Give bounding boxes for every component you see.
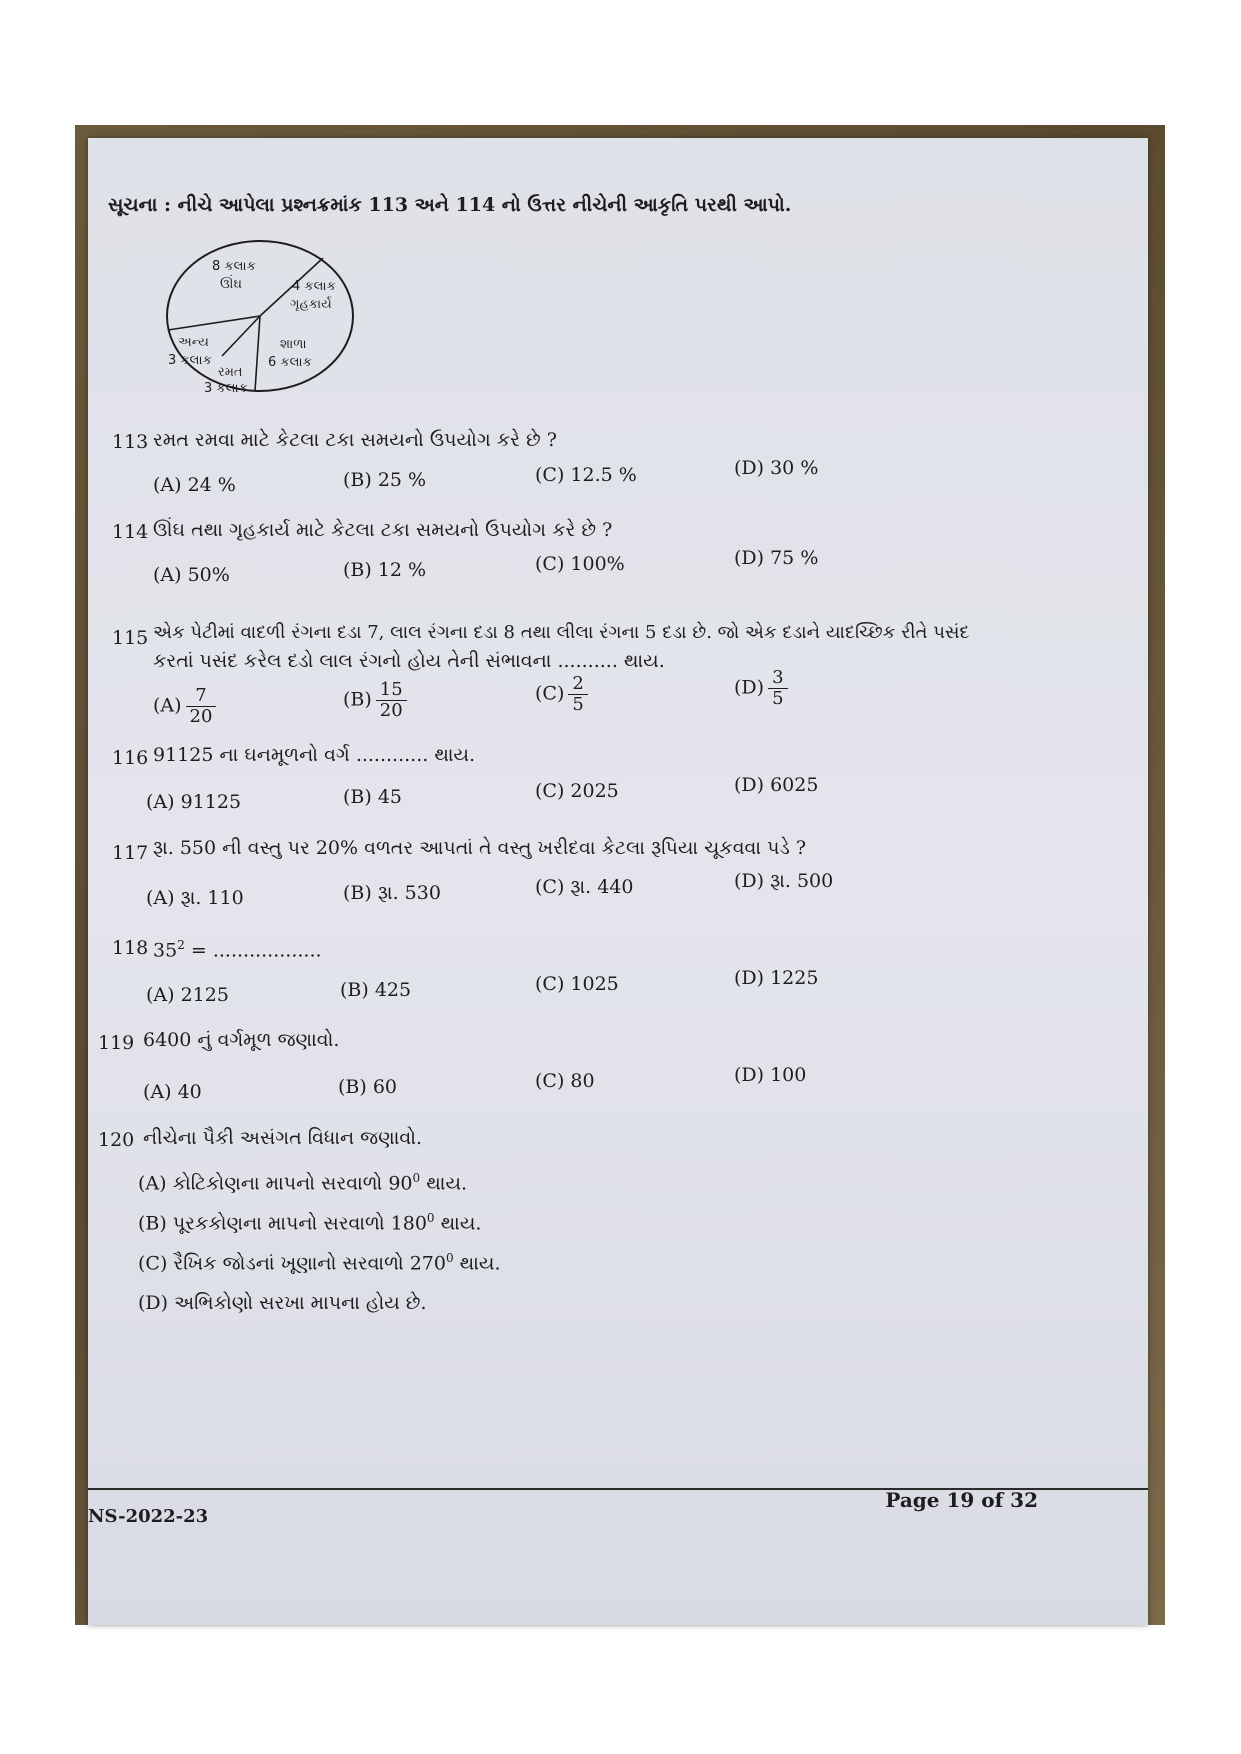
option-b: (B) 45 xyxy=(343,786,403,808)
option-a: (A) 91125 xyxy=(146,791,242,813)
option-b: (B) 425 xyxy=(340,979,412,1001)
expression-base: 35 xyxy=(153,939,178,962)
fraction xyxy=(568,674,587,715)
denominator: 5 xyxy=(768,688,787,709)
option-c: (C) 2025 xyxy=(535,780,619,802)
statement-a xyxy=(138,1166,467,1195)
option-d: (D) 1225 xyxy=(734,967,819,989)
question-text xyxy=(153,933,322,962)
option-d xyxy=(734,668,788,709)
denominator: 20 xyxy=(186,706,217,727)
slice-school-hours: 6 કલાક xyxy=(268,355,312,370)
option-a: (A) 24 % xyxy=(153,474,236,496)
question-number: 114 xyxy=(112,521,149,543)
slice-school-label: શાળા xyxy=(280,337,307,352)
question-text: એક પેટીમાં વાદળી રંગના દડા 7, લાલ રંગના દડા 8 તથા લીલા રંગના 5 દડા છે. જો એક દડાને યાદચ્છિક રીતે પસંદ xyxy=(153,622,970,643)
question-number: 119 xyxy=(98,1032,135,1054)
option-c: (C) 100% xyxy=(535,553,625,575)
statement-text: (A) કોટિકોણના માપનો સરવાળો 90 xyxy=(138,1172,413,1195)
page-number: Page 19 of 32 xyxy=(885,1488,1038,1512)
question-text-line2: કરતાં પસંદ કરેલ દડો લાલ રંગનો હોય તેની સંભાવના .......... થાય. xyxy=(153,650,665,672)
expression-rest: = .................. xyxy=(184,939,322,962)
question-text: ઊંઘ તથા ગૃહકાર્ય માટે કેટલા ટકા સમયનો ઉપયોગ કરે છે ? xyxy=(153,519,613,541)
statement-text-end: થાય. xyxy=(434,1212,482,1235)
statement-b xyxy=(138,1206,481,1235)
question-number: 113 xyxy=(112,431,149,453)
expression-exponent: 2 xyxy=(177,938,185,952)
slice-other-label: અન્ય xyxy=(178,335,209,350)
option-b xyxy=(343,680,407,721)
question-number: 116 xyxy=(112,747,149,769)
slice-sleep-hours: 8 કલાક xyxy=(212,259,256,274)
numerator: 2 xyxy=(572,673,584,694)
numerator: 7 xyxy=(195,685,207,706)
pie-divider-2 xyxy=(168,316,260,330)
statement-text: (C) રૈખિક જોડનાં ખૂણાનો સરવાળો 270 xyxy=(138,1252,446,1275)
statement-text-end: થાય. xyxy=(420,1172,468,1195)
slice-homework-hours: 4 કલાક xyxy=(292,279,336,294)
option-c: (C) 1025 xyxy=(535,973,619,995)
statement-text: (B) પૂરકકોણના માપનો સરવાળો 180 xyxy=(138,1212,427,1235)
fraction xyxy=(768,668,787,709)
degree-symbol: 0 xyxy=(426,1211,435,1225)
option-c: (C) 80 xyxy=(535,1070,595,1092)
question-text: 91125 ના ઘનમૂળનો વર્ગ ............ થાય. xyxy=(153,744,476,766)
option-c xyxy=(535,674,588,715)
pie-divider-4 xyxy=(222,316,260,356)
denominator: 5 xyxy=(568,694,587,715)
slice-play-label: રમત xyxy=(218,365,243,380)
option-b: (B) 60 xyxy=(338,1076,398,1098)
option-b: (B) રૂા. 530 xyxy=(343,882,441,904)
option-b: (B) 25 % xyxy=(343,469,427,491)
option-a: (A) 50% xyxy=(153,564,230,586)
option-d: (D) 6025 xyxy=(734,774,819,796)
question-text: રૂા. 550 ની વસ્તુ પર 20% વળતર આપતાં તે વસ્તુ ખરીદવા કેટલા રૂપિયા ચૂકવવા પડે ? xyxy=(153,837,807,859)
instruction-text: સૂચના : નીચે આપેલા પ્રશ્નક્રમાંક 113 અને 114 નો ઉત્તર નીચેની આકૃતિ પરથી આપો. xyxy=(108,194,792,216)
statement-d: (D) અભિકોણો સરખા માપના હોય છે. xyxy=(138,1292,427,1314)
pie-divider-3 xyxy=(255,316,260,391)
numerator: 3 xyxy=(772,667,784,688)
exam-code: NS-2022-23 xyxy=(88,1506,209,1527)
pie-chart xyxy=(160,236,360,396)
question-number: 115 xyxy=(112,627,149,649)
statement-text-end: થાય. xyxy=(453,1252,501,1275)
option-a: (A) 2125 xyxy=(146,984,229,1006)
question-text: નીચેના પૈકી અસંગત વિધાન જણાવો. xyxy=(143,1127,423,1149)
numerator: 15 xyxy=(379,679,403,700)
option-d: (D) 100 xyxy=(734,1064,807,1086)
fraction xyxy=(376,680,407,721)
question-number: 118 xyxy=(112,937,149,959)
option-c: (C) રૂા. 440 xyxy=(535,876,634,898)
slice-homework-label: ગૃહકાર્ય xyxy=(290,297,332,312)
question-number: 117 xyxy=(112,842,149,864)
option-label: (A) xyxy=(153,694,182,717)
denominator: 20 xyxy=(376,700,407,721)
fraction xyxy=(186,686,217,727)
option-d: (D) 75 % xyxy=(734,547,819,569)
degree-symbol: 0 xyxy=(445,1251,454,1265)
question-text: 6400 નું વર્ગમૂળ જણાવો. xyxy=(143,1029,340,1051)
slice-sleep-label: ઊંઘ xyxy=(220,277,242,292)
exam-page xyxy=(88,138,1148,1625)
option-label: (C) xyxy=(535,682,565,705)
option-d: (D) 30 % xyxy=(734,457,819,479)
slice-other-hours: 3 કલાક xyxy=(168,353,212,368)
question-number: 120 xyxy=(98,1129,135,1151)
option-a: (A) રૂા. 110 xyxy=(146,887,244,909)
degree-symbol: 0 xyxy=(412,1171,421,1185)
option-label: (D) xyxy=(734,676,765,699)
statement-c xyxy=(138,1246,500,1275)
question-text: રમત રમવા માટે કેટલા ટકા સમયનો ઉપયોગ કરે છે ? xyxy=(153,429,557,451)
option-a xyxy=(153,686,216,727)
option-b: (B) 12 % xyxy=(343,559,427,581)
slice-play-hours: 3 કલાક xyxy=(204,381,248,396)
option-d: (D) રૂા. 500 xyxy=(734,870,834,892)
option-label: (B) xyxy=(343,688,372,711)
option-a: (A) 40 xyxy=(143,1081,202,1103)
option-c: (C) 12.5 % xyxy=(535,464,637,486)
